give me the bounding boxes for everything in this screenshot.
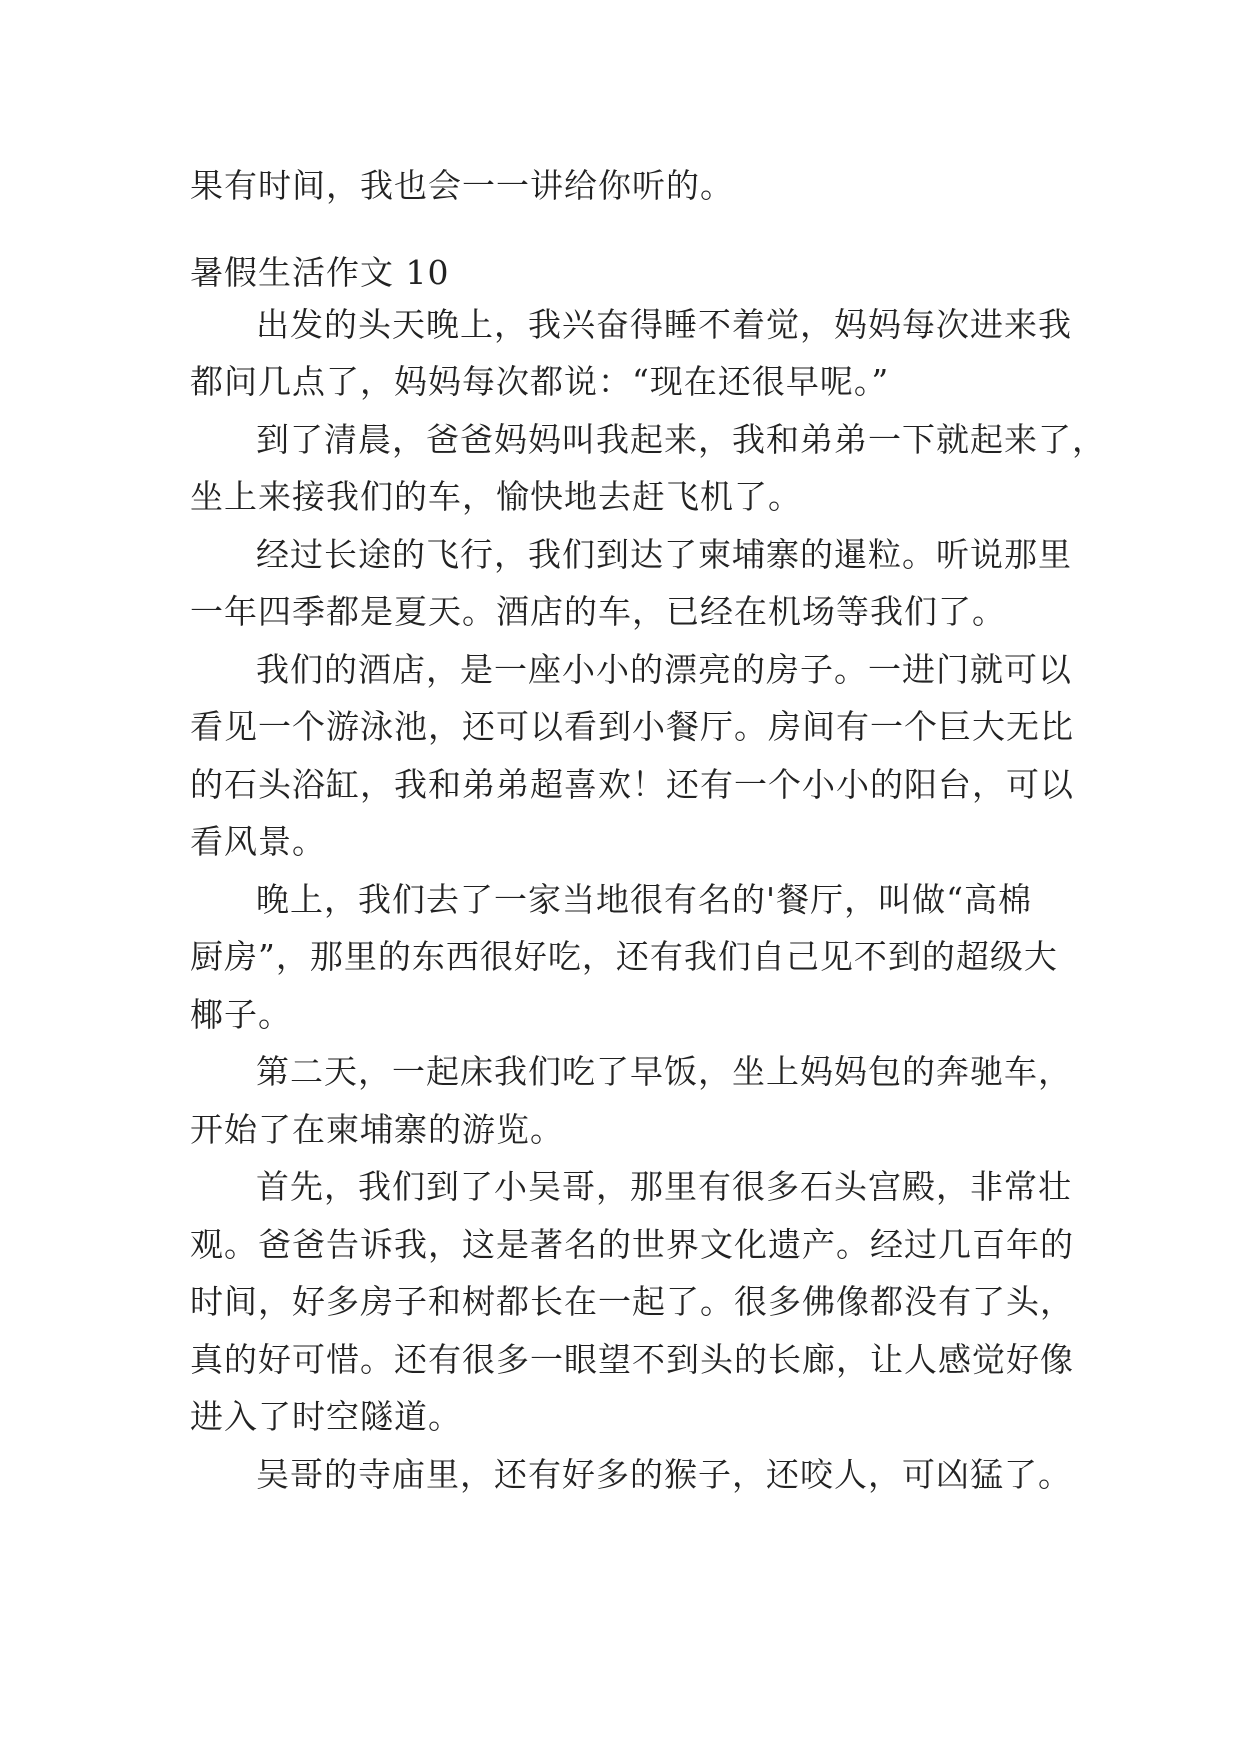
paragraph-line: 出发的头天晚上，我兴奋得睡不着觉，妈妈每次进来我 xyxy=(256,305,1072,344)
paragraph-line: 第二天，一起床我们吃了早饭，坐上妈妈包的奔驰车， xyxy=(256,1052,1072,1091)
paragraph-line: 看风景。 xyxy=(190,822,326,861)
paragraph-line: 都问几点了，妈妈每次都说：“现在还很早呢。” xyxy=(190,362,890,401)
paragraph-line: 椰子。 xyxy=(190,995,292,1034)
paragraph-line: 真的好可惜。还有很多一眼望不到头的长廊，让人感觉好像 xyxy=(190,1340,1074,1379)
paragraph-line: 的石头浴缸，我和弟弟超喜欢！还有一个小小的阳台，可以 xyxy=(190,765,1074,804)
paragraph-line: 到了清晨，爸爸妈妈叫我起来，我和弟弟一下就起来了， xyxy=(256,420,1106,459)
paragraph-line: 坐上来接我们的车，愉快地去赶飞机了。 xyxy=(190,477,802,516)
paragraph-line: 时间，好多房子和树都长在一起了。很多佛像都没有了头， xyxy=(190,1282,1074,1321)
paragraph-line: 观。爸爸告诉我，这是著名的世界文化遗产。经过几百年的 xyxy=(190,1225,1074,1264)
paragraph-line: 我们的酒店，是一座小小的漂亮的房子。一进门就可以 xyxy=(256,650,1072,689)
paragraph-line: 开始了在柬埔寨的游览。 xyxy=(190,1110,564,1149)
paragraph-line: 看见一个游泳池，还可以看到小餐厅。房间有一个巨大无比 xyxy=(190,707,1074,746)
paragraph-line: 吴哥的寺庙里，还有好多的猴子，还咬人，可凶猛了。 xyxy=(256,1455,1072,1494)
paragraph-continuation: 果有时间，我也会一一讲给你听的。 xyxy=(190,166,734,205)
paragraph-line: 经过长途的飞行，我们到达了柬埔寨的暹粒。听说那里 xyxy=(256,535,1072,574)
section-heading: 暑假生活作文 10 xyxy=(190,253,450,292)
paragraph-line: 进入了时空隧道。 xyxy=(190,1397,462,1436)
paragraph-line: 厨房”，那里的东西很好吃，还有我们自己见不到的超级大 xyxy=(190,937,1058,976)
paragraph-line: 首先，我们到了小吴哥，那里有很多石头宫殿，非常壮 xyxy=(256,1167,1072,1206)
paragraph-line: 一年四季都是夏天。酒店的车，已经在机场等我们了。 xyxy=(190,592,1006,631)
paragraph-line: 晚上，我们去了一家当地很有名的'餐厅，叫做“高棉 xyxy=(256,880,1032,919)
